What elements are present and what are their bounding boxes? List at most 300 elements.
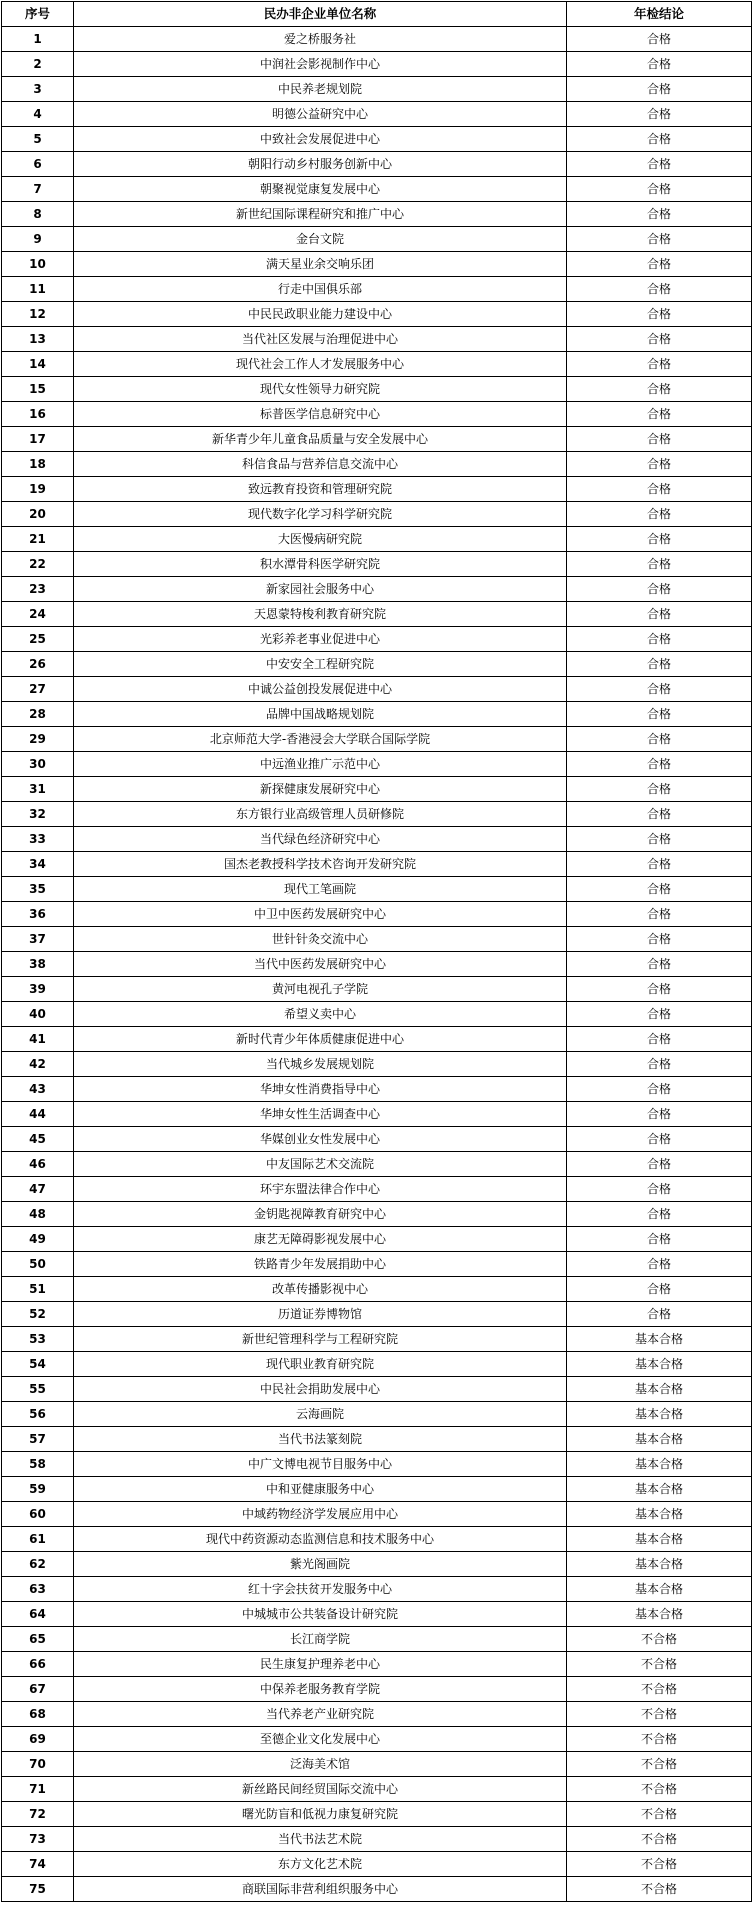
cell-serial: 47 xyxy=(2,1177,74,1202)
cell-org-name: 满天星业余交响乐团 xyxy=(74,252,567,277)
cell-serial: 40 xyxy=(2,1002,74,1027)
cell-org-name: 中致社会发展促进中心 xyxy=(74,127,567,152)
cell-org-name: 红十字会扶贫开发服务中心 xyxy=(74,1577,567,1602)
cell-conclusion: 合格 xyxy=(567,802,752,827)
table-row xyxy=(2,102,752,127)
cell-serial: 38 xyxy=(2,952,74,977)
cell-org-name: 爱之桥服务社 xyxy=(74,27,567,52)
cell-conclusion: 合格 xyxy=(567,702,752,727)
cell-conclusion: 合格 xyxy=(567,477,752,502)
cell-serial: 62 xyxy=(2,1552,74,1577)
cell-conclusion: 合格 xyxy=(567,652,752,677)
cell-org-name: 科信食品与营养信息交流中心 xyxy=(74,452,567,477)
cell-conclusion: 合格 xyxy=(567,502,752,527)
cell-serial: 8 xyxy=(2,202,74,227)
cell-org-name: 当代养老产业研究院 xyxy=(74,1702,567,1727)
table-row xyxy=(2,52,752,77)
table-row xyxy=(2,1502,752,1527)
table-row xyxy=(2,127,752,152)
cell-serial: 73 xyxy=(2,1827,74,1852)
cell-org-name: 积水潭骨科医学研究院 xyxy=(74,552,567,577)
cell-serial: 26 xyxy=(2,652,74,677)
cell-org-name: 华媒创业女性发展中心 xyxy=(74,1127,567,1152)
cell-conclusion: 合格 xyxy=(567,27,752,52)
cell-serial: 18 xyxy=(2,452,74,477)
table-row xyxy=(2,602,752,627)
cell-org-name: 世针针灸交流中心 xyxy=(74,927,567,952)
table-row xyxy=(2,477,752,502)
table-row xyxy=(2,1552,752,1577)
table-row xyxy=(2,952,752,977)
cell-org-name: 希望义卖中心 xyxy=(74,1002,567,1027)
cell-serial: 35 xyxy=(2,877,74,902)
cell-org-name: 新时代青少年体质健康促进中心 xyxy=(74,1027,567,1052)
cell-conclusion: 合格 xyxy=(567,752,752,777)
table-row xyxy=(2,1252,752,1277)
cell-serial: 34 xyxy=(2,852,74,877)
cell-serial: 51 xyxy=(2,1277,74,1302)
cell-conclusion: 基本合格 xyxy=(567,1327,752,1352)
cell-serial: 53 xyxy=(2,1327,74,1352)
cell-conclusion: 合格 xyxy=(567,627,752,652)
cell-serial: 19 xyxy=(2,477,74,502)
cell-conclusion: 合格 xyxy=(567,952,752,977)
cell-conclusion: 合格 xyxy=(567,152,752,177)
cell-conclusion: 合格 xyxy=(567,327,752,352)
cell-serial: 71 xyxy=(2,1777,74,1802)
cell-conclusion: 合格 xyxy=(567,402,752,427)
table-row xyxy=(2,1852,752,1877)
cell-conclusion: 合格 xyxy=(567,177,752,202)
cell-org-name: 泛海美术馆 xyxy=(74,1752,567,1777)
cell-serial: 75 xyxy=(2,1877,74,1902)
cell-conclusion: 基本合格 xyxy=(567,1377,752,1402)
header-serial: 序号 xyxy=(2,2,74,27)
cell-serial: 54 xyxy=(2,1352,74,1377)
table-row xyxy=(2,927,752,952)
cell-conclusion: 合格 xyxy=(567,777,752,802)
cell-org-name: 商联国际非营利组织服务中心 xyxy=(74,1877,567,1902)
table-row xyxy=(2,1077,752,1102)
table-row xyxy=(2,1877,752,1902)
table-row xyxy=(2,1477,752,1502)
table-row xyxy=(2,27,752,52)
cell-org-name: 至德企业文化发展中心 xyxy=(74,1727,567,1752)
cell-org-name: 中润社会影视制作中心 xyxy=(74,52,567,77)
cell-serial: 32 xyxy=(2,802,74,827)
table-row xyxy=(2,902,752,927)
cell-org-name: 长江商学院 xyxy=(74,1627,567,1652)
table-row xyxy=(2,1677,752,1702)
cell-serial: 55 xyxy=(2,1377,74,1402)
table-row xyxy=(2,1827,752,1852)
header-org-name: 民办非企业单位名称 xyxy=(74,2,567,27)
table-row xyxy=(2,727,752,752)
cell-org-name: 中安安全工程研究院 xyxy=(74,652,567,677)
cell-org-name: 明德公益研究中心 xyxy=(74,102,567,127)
cell-org-name: 当代书法篆刻院 xyxy=(74,1427,567,1452)
table-row xyxy=(2,402,752,427)
table-body xyxy=(2,27,752,1902)
cell-org-name: 大医慢病研究院 xyxy=(74,527,567,552)
table-row xyxy=(2,1427,752,1452)
cell-conclusion: 合格 xyxy=(567,577,752,602)
cell-serial: 72 xyxy=(2,1802,74,1827)
inspection-results-table xyxy=(1,1,752,1902)
cell-serial: 66 xyxy=(2,1652,74,1677)
cell-org-name: 东方银行业高级管理人员研修院 xyxy=(74,802,567,827)
table-row xyxy=(2,1352,752,1377)
table-row xyxy=(2,1402,752,1427)
cell-org-name: 中城城市公共装备设计研究院 xyxy=(74,1602,567,1627)
table-row xyxy=(2,1452,752,1477)
cell-org-name: 中卫中医药发展研究中心 xyxy=(74,902,567,927)
cell-serial: 23 xyxy=(2,577,74,602)
table-row xyxy=(2,1302,752,1327)
cell-org-name: 新丝路民间经贸国际交流中心 xyxy=(74,1777,567,1802)
cell-serial: 29 xyxy=(2,727,74,752)
cell-conclusion: 基本合格 xyxy=(567,1352,752,1377)
cell-org-name: 行走中国俱乐部 xyxy=(74,277,567,302)
cell-org-name: 当代书法艺术院 xyxy=(74,1827,567,1852)
cell-conclusion: 合格 xyxy=(567,202,752,227)
cell-org-name: 民生康复护理养老中心 xyxy=(74,1652,567,1677)
cell-conclusion: 合格 xyxy=(567,77,752,102)
cell-conclusion: 合格 xyxy=(567,977,752,1002)
cell-org-name: 当代绿色经济研究中心 xyxy=(74,827,567,852)
table-row xyxy=(2,427,752,452)
cell-org-name: 中民民政职业能力建设中心 xyxy=(74,302,567,327)
cell-org-name: 华坤女性生活调查中心 xyxy=(74,1102,567,1127)
cell-org-name: 历道证券博物馆 xyxy=(74,1302,567,1327)
cell-serial: 15 xyxy=(2,377,74,402)
cell-serial: 65 xyxy=(2,1627,74,1652)
cell-serial: 10 xyxy=(2,252,74,277)
cell-serial: 50 xyxy=(2,1252,74,1277)
cell-conclusion: 合格 xyxy=(567,1052,752,1077)
cell-org-name: 中民社会捐助发展中心 xyxy=(74,1377,567,1402)
table-row xyxy=(2,327,752,352)
cell-org-name: 中域药物经济学发展应用中心 xyxy=(74,1502,567,1527)
table-row xyxy=(2,752,752,777)
cell-org-name: 现代社会工作人才发展服务中心 xyxy=(74,352,567,377)
cell-org-name: 当代社区发展与治理促进中心 xyxy=(74,327,567,352)
cell-serial: 49 xyxy=(2,1227,74,1252)
cell-serial: 33 xyxy=(2,827,74,852)
table-header xyxy=(2,2,752,27)
cell-conclusion: 合格 xyxy=(567,277,752,302)
cell-serial: 25 xyxy=(2,627,74,652)
cell-org-name: 朝阳行动乡村服务创新中心 xyxy=(74,152,567,177)
table-row xyxy=(2,1577,752,1602)
cell-serial: 37 xyxy=(2,927,74,952)
cell-conclusion: 基本合格 xyxy=(567,1552,752,1577)
cell-serial: 13 xyxy=(2,327,74,352)
cell-conclusion: 合格 xyxy=(567,827,752,852)
cell-conclusion: 合格 xyxy=(567,602,752,627)
table-row xyxy=(2,1377,752,1402)
cell-conclusion: 合格 xyxy=(567,1227,752,1252)
cell-serial: 31 xyxy=(2,777,74,802)
cell-conclusion: 合格 xyxy=(567,727,752,752)
cell-serial: 16 xyxy=(2,402,74,427)
table-row xyxy=(2,1777,752,1802)
cell-org-name: 国杰老教授科学技术咨询开发研究院 xyxy=(74,852,567,877)
cell-org-name: 现代职业教育研究院 xyxy=(74,1352,567,1377)
cell-conclusion: 合格 xyxy=(567,852,752,877)
table-row xyxy=(2,527,752,552)
cell-serial: 1 xyxy=(2,27,74,52)
cell-serial: 58 xyxy=(2,1452,74,1477)
cell-serial: 14 xyxy=(2,352,74,377)
cell-serial: 20 xyxy=(2,502,74,527)
cell-conclusion: 基本合格 xyxy=(567,1402,752,1427)
cell-org-name: 新世纪国际课程研究和推广中心 xyxy=(74,202,567,227)
cell-conclusion: 不合格 xyxy=(567,1677,752,1702)
table-row xyxy=(2,177,752,202)
table-row xyxy=(2,1702,752,1727)
cell-conclusion: 合格 xyxy=(567,1177,752,1202)
cell-org-name: 标普医学信息研究中心 xyxy=(74,402,567,427)
cell-org-name: 中保养老服务教育学院 xyxy=(74,1677,567,1702)
cell-org-name: 致远教育投资和管理研究院 xyxy=(74,477,567,502)
table-row xyxy=(2,877,752,902)
cell-org-name: 黄河电视孔子学院 xyxy=(74,977,567,1002)
table-row xyxy=(2,777,752,802)
cell-conclusion: 合格 xyxy=(567,1302,752,1327)
cell-org-name: 中广文博电视节目服务中心 xyxy=(74,1452,567,1477)
cell-serial: 28 xyxy=(2,702,74,727)
cell-org-name: 改革传播影视中心 xyxy=(74,1277,567,1302)
cell-org-name: 当代中医药发展研究中心 xyxy=(74,952,567,977)
cell-org-name: 东方文化艺术院 xyxy=(74,1852,567,1877)
header-conclusion: 年检结论 xyxy=(567,2,752,27)
cell-org-name: 新探健康发展研究中心 xyxy=(74,777,567,802)
table-row xyxy=(2,1277,752,1302)
cell-conclusion: 合格 xyxy=(567,902,752,927)
cell-serial: 30 xyxy=(2,752,74,777)
table-row xyxy=(2,377,752,402)
cell-serial: 12 xyxy=(2,302,74,327)
table-row xyxy=(2,302,752,327)
table-row xyxy=(2,1052,752,1077)
table-row xyxy=(2,202,752,227)
header-row xyxy=(2,2,752,27)
cell-serial: 9 xyxy=(2,227,74,252)
cell-conclusion: 合格 xyxy=(567,377,752,402)
cell-serial: 44 xyxy=(2,1102,74,1127)
cell-org-name: 新华青少年儿童食品质量与安全发展中心 xyxy=(74,427,567,452)
cell-conclusion: 合格 xyxy=(567,527,752,552)
cell-conclusion: 合格 xyxy=(567,877,752,902)
cell-serial: 52 xyxy=(2,1302,74,1327)
cell-conclusion: 合格 xyxy=(567,552,752,577)
cell-serial: 4 xyxy=(2,102,74,127)
cell-serial: 39 xyxy=(2,977,74,1002)
table-row xyxy=(2,452,752,477)
cell-conclusion: 合格 xyxy=(567,452,752,477)
cell-org-name: 现代数字化学习科学研究院 xyxy=(74,502,567,527)
cell-serial: 68 xyxy=(2,1702,74,1727)
table-row xyxy=(2,1627,752,1652)
cell-org-name: 康艺无障碍影视发展中心 xyxy=(74,1227,567,1252)
cell-conclusion: 不合格 xyxy=(567,1827,752,1852)
table-row xyxy=(2,1002,752,1027)
table-row xyxy=(2,1527,752,1552)
cell-serial: 74 xyxy=(2,1852,74,1877)
cell-serial: 43 xyxy=(2,1077,74,1102)
cell-org-name: 曙光防盲和低视力康复研究院 xyxy=(74,1802,567,1827)
cell-serial: 22 xyxy=(2,552,74,577)
cell-conclusion: 合格 xyxy=(567,1002,752,1027)
cell-conclusion: 合格 xyxy=(567,102,752,127)
cell-org-name: 现代女性领导力研究院 xyxy=(74,377,567,402)
cell-org-name: 铁路青少年发展捐助中心 xyxy=(74,1252,567,1277)
cell-serial: 21 xyxy=(2,527,74,552)
table-row xyxy=(2,1602,752,1627)
cell-serial: 41 xyxy=(2,1027,74,1052)
cell-serial: 42 xyxy=(2,1052,74,1077)
table-row xyxy=(2,852,752,877)
cell-conclusion: 不合格 xyxy=(567,1627,752,1652)
cell-conclusion: 合格 xyxy=(567,1027,752,1052)
cell-org-name: 天恩蒙特梭利教育研究院 xyxy=(74,602,567,627)
cell-conclusion: 合格 xyxy=(567,1102,752,1127)
cell-conclusion: 不合格 xyxy=(567,1727,752,1752)
cell-org-name: 环宇东盟法律合作中心 xyxy=(74,1177,567,1202)
table-row xyxy=(2,1127,752,1152)
cell-serial: 6 xyxy=(2,152,74,177)
cell-serial: 5 xyxy=(2,127,74,152)
cell-org-name: 朝聚视觉康复发展中心 xyxy=(74,177,567,202)
cell-serial: 11 xyxy=(2,277,74,302)
cell-org-name: 当代城乡发展规划院 xyxy=(74,1052,567,1077)
cell-conclusion: 合格 xyxy=(567,302,752,327)
cell-conclusion: 合格 xyxy=(567,227,752,252)
cell-serial: 46 xyxy=(2,1152,74,1177)
cell-org-name: 华坤女性消费指导中心 xyxy=(74,1077,567,1102)
cell-serial: 27 xyxy=(2,677,74,702)
cell-serial: 7 xyxy=(2,177,74,202)
table-row xyxy=(2,702,752,727)
cell-serial: 2 xyxy=(2,52,74,77)
cell-serial: 48 xyxy=(2,1202,74,1227)
cell-serial: 60 xyxy=(2,1502,74,1527)
cell-org-name: 金台文院 xyxy=(74,227,567,252)
cell-conclusion: 合格 xyxy=(567,427,752,452)
cell-org-name: 新世纪管理科学与工程研究院 xyxy=(74,1327,567,1352)
cell-serial: 61 xyxy=(2,1527,74,1552)
table-row xyxy=(2,252,752,277)
table-row xyxy=(2,827,752,852)
cell-conclusion: 基本合格 xyxy=(567,1502,752,1527)
table-row xyxy=(2,1152,752,1177)
cell-org-name: 品牌中国战略规划院 xyxy=(74,702,567,727)
cell-org-name: 中诚公益创投发展促进中心 xyxy=(74,677,567,702)
cell-conclusion: 基本合格 xyxy=(567,1577,752,1602)
cell-serial: 45 xyxy=(2,1127,74,1152)
cell-org-name: 现代工笔画院 xyxy=(74,877,567,902)
table-row xyxy=(2,1327,752,1352)
table-row xyxy=(2,1652,752,1677)
cell-serial: 24 xyxy=(2,602,74,627)
cell-conclusion: 基本合格 xyxy=(567,1602,752,1627)
table-row xyxy=(2,152,752,177)
table-row xyxy=(2,652,752,677)
cell-serial: 69 xyxy=(2,1727,74,1752)
table-row xyxy=(2,1727,752,1752)
cell-org-name: 中和亚健康服务中心 xyxy=(74,1477,567,1502)
cell-serial: 36 xyxy=(2,902,74,927)
cell-serial: 56 xyxy=(2,1402,74,1427)
table-row xyxy=(2,1027,752,1052)
cell-serial: 63 xyxy=(2,1577,74,1602)
table-row xyxy=(2,552,752,577)
cell-serial: 57 xyxy=(2,1427,74,1452)
cell-conclusion: 合格 xyxy=(567,1277,752,1302)
cell-org-name: 金钥匙视障教育研究中心 xyxy=(74,1202,567,1227)
cell-serial: 67 xyxy=(2,1677,74,1702)
cell-conclusion: 不合格 xyxy=(567,1652,752,1677)
cell-org-name: 光彩养老事业促进中心 xyxy=(74,627,567,652)
cell-org-name: 新家园社会服务中心 xyxy=(74,577,567,602)
table-row xyxy=(2,677,752,702)
cell-conclusion: 不合格 xyxy=(567,1777,752,1802)
cell-conclusion: 基本合格 xyxy=(567,1452,752,1477)
cell-conclusion: 合格 xyxy=(567,677,752,702)
table-row xyxy=(2,1177,752,1202)
table-row xyxy=(2,1802,752,1827)
cell-conclusion: 合格 xyxy=(567,127,752,152)
cell-org-name: 中远渔业推广示范中心 xyxy=(74,752,567,777)
cell-conclusion: 合格 xyxy=(567,252,752,277)
table-row xyxy=(2,352,752,377)
table-row xyxy=(2,977,752,1002)
table-row xyxy=(2,1202,752,1227)
cell-conclusion: 合格 xyxy=(567,1127,752,1152)
cell-conclusion: 不合格 xyxy=(567,1852,752,1877)
table-row xyxy=(2,577,752,602)
cell-conclusion: 合格 xyxy=(567,1202,752,1227)
table-row xyxy=(2,227,752,252)
cell-conclusion: 合格 xyxy=(567,1077,752,1102)
cell-org-name: 现代中药资源动态监测信息和技术服务中心 xyxy=(74,1527,567,1552)
cell-conclusion: 基本合格 xyxy=(567,1527,752,1552)
cell-conclusion: 基本合格 xyxy=(567,1427,752,1452)
cell-conclusion: 基本合格 xyxy=(567,1477,752,1502)
cell-conclusion: 不合格 xyxy=(567,1752,752,1777)
cell-serial: 64 xyxy=(2,1602,74,1627)
cell-conclusion: 不合格 xyxy=(567,1877,752,1902)
table-row xyxy=(2,1752,752,1777)
table-row xyxy=(2,1102,752,1127)
cell-serial: 17 xyxy=(2,427,74,452)
table-row xyxy=(2,1227,752,1252)
cell-org-name: 中友国际艺术交流院 xyxy=(74,1152,567,1177)
cell-org-name: 云海画院 xyxy=(74,1402,567,1427)
cell-org-name: 中民养老规划院 xyxy=(74,77,567,102)
table-row xyxy=(2,277,752,302)
table-row xyxy=(2,502,752,527)
table-row xyxy=(2,627,752,652)
cell-conclusion: 合格 xyxy=(567,1152,752,1177)
cell-conclusion: 合格 xyxy=(567,352,752,377)
table-row xyxy=(2,802,752,827)
cell-conclusion: 合格 xyxy=(567,1252,752,1277)
cell-conclusion: 不合格 xyxy=(567,1702,752,1727)
cell-org-name: 紫光阁画院 xyxy=(74,1552,567,1577)
table-row xyxy=(2,77,752,102)
